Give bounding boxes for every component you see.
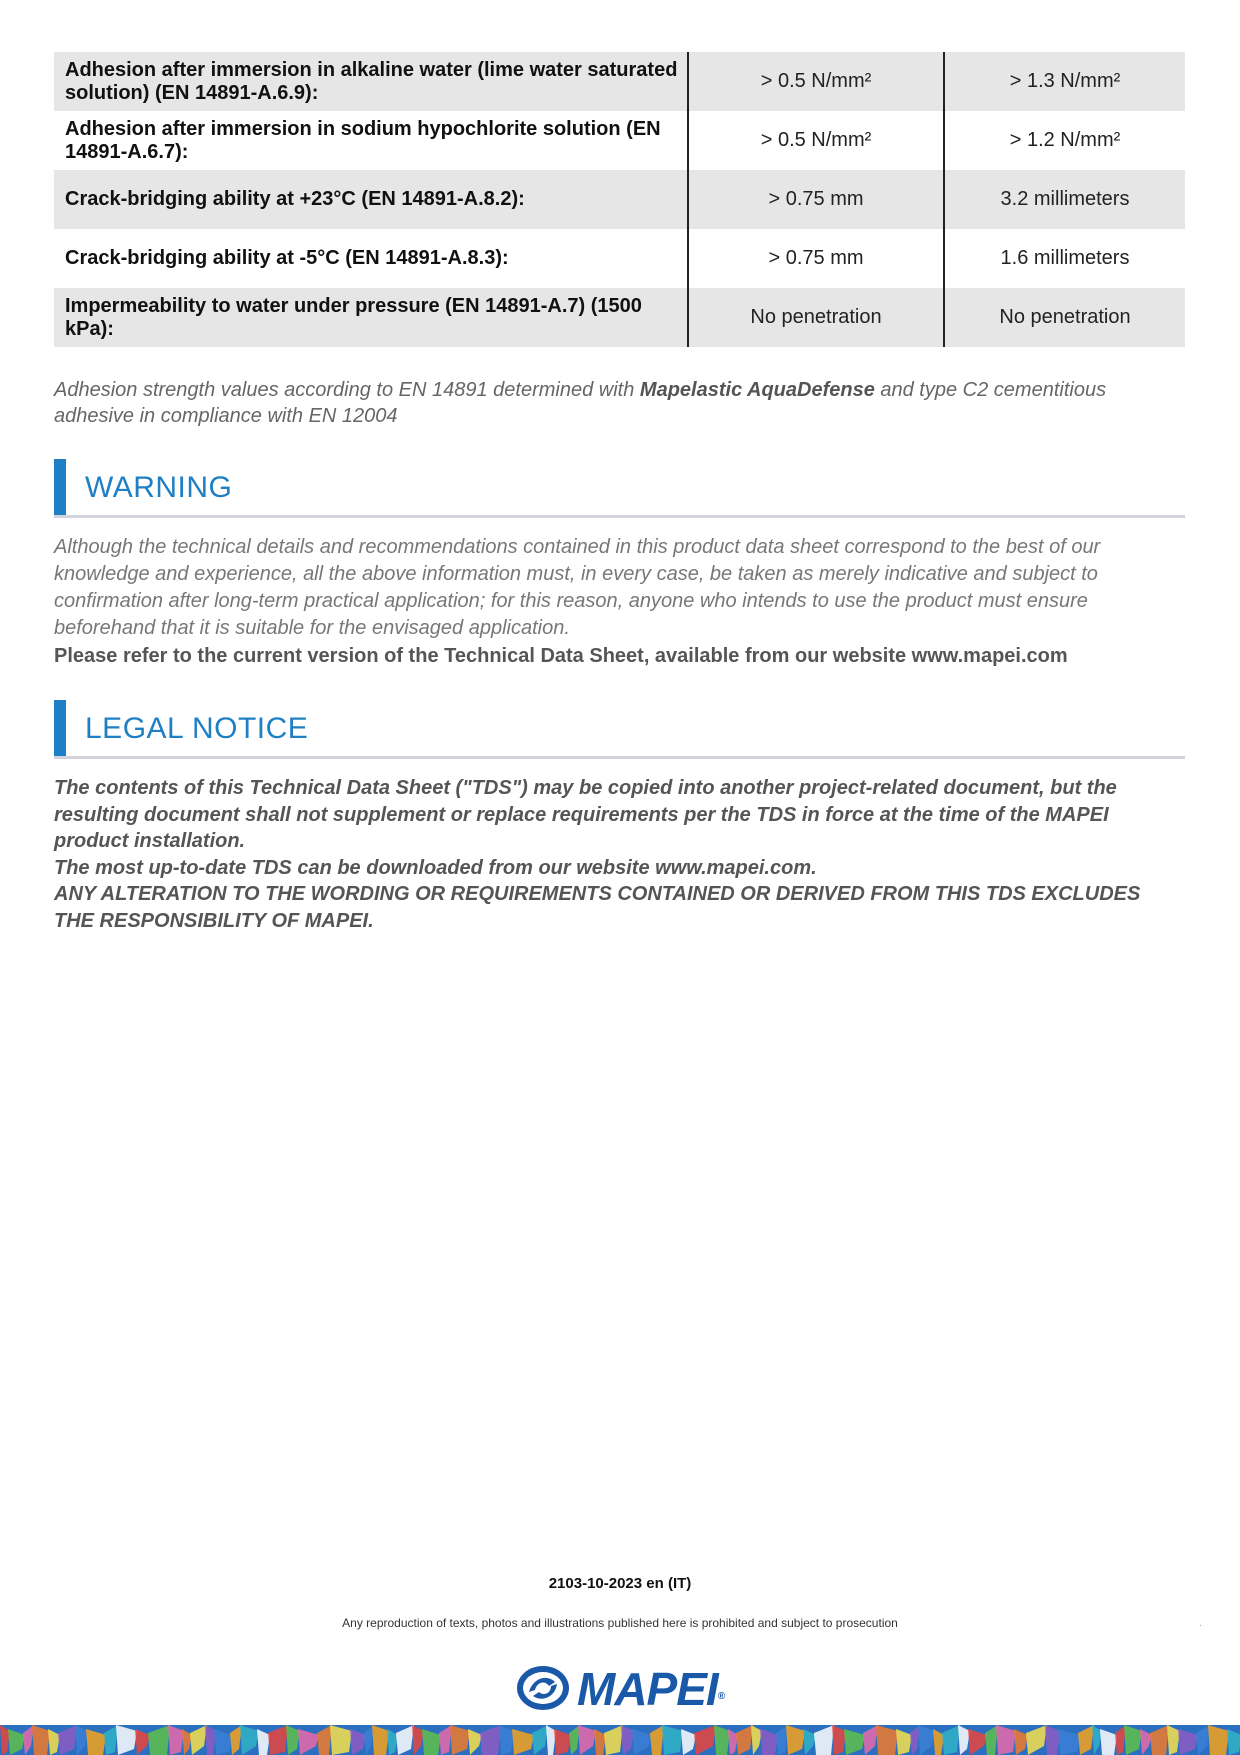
legal-paragraph: The contents of this Technical Data Sheet ("TDS") may be copied into another project-related document, but the resulting document shall not supplement or replace requirements per the TDS in force at the time of the MAPEI product installation. (54, 777, 1117, 852)
legal-paragraph: The most up-to-date TDS can be downloaded from our website www.mapei.com. (54, 856, 817, 879)
warning-heading (54, 459, 1185, 518)
reproduction-notice: Any reproduction of texts, photos and illustrations published here is prohibited and subject to prosecution (342, 1616, 898, 1630)
row-result: > 1.2 N/mm² (944, 111, 1185, 170)
table-row (54, 111, 1185, 170)
adhesion-note (54, 377, 1185, 429)
row-requirement: > 0.5 N/mm² (688, 111, 944, 170)
document-page (54, 52, 1185, 934)
heading-accent-bar (54, 459, 66, 515)
row-label: Crack-bridging ability at +23°C (EN 14891-A.8.2): (54, 170, 688, 229)
legal-notice-heading (54, 700, 1185, 759)
note-part1: Adhesion strength values according to EN 14891 determined with (54, 379, 640, 401)
note-part2: and type C2 cementitious adhesive in compliance with EN 12004 (54, 379, 1107, 427)
row-requirement: No penetration (688, 288, 944, 347)
note-product: Mapelastic AquaDefense (639, 379, 875, 401)
row-requirement: > 0.75 mm (688, 170, 944, 229)
warning-text: Although the technical details and recommendations contained in this product data sheet correspond to the best of our knowledge and experience, all the above information must, in every case, be taken as merely indicative and subject to confirmation after long-term practical application; for this reason, anyone who intends to use the product must ensure beforehand that it is suitable for the envisaged application. (54, 536, 1101, 639)
row-requirement: > 0.5 N/mm² (688, 52, 944, 111)
legal-notice-title: LEGAL NOTICE (85, 712, 309, 745)
row-result: No penetration (944, 288, 1185, 347)
table-row (54, 52, 1185, 111)
row-result: 3.2 millimeters (944, 170, 1185, 229)
row-result: > 1.3 N/mm² (944, 52, 1185, 111)
table-row (54, 288, 1185, 347)
warning-title: WARNING (85, 471, 233, 504)
heading-accent-bar (54, 700, 66, 756)
spec-table (54, 52, 1185, 347)
legal-notice-text (54, 775, 1185, 934)
table-row (54, 170, 1185, 229)
mapei-wordmark (577, 1662, 724, 1716)
document-code: 2103-10-2023 en (IT) (548, 1575, 692, 1592)
mapei-logo (515, 1662, 725, 1716)
legal-paragraph: ANY ALTERATION TO THE WORDING OR REQUIREMENTS CONTAINED OR DERIVED FROM THIS TDS EXCLUDES THE RESPONSIBILITY OF MAPEI. (54, 883, 1141, 932)
logo-text: MAPEI (577, 1663, 718, 1715)
row-requirement: > 0.75 mm (688, 229, 944, 288)
row-label: Adhesion after immersion in sodium hypochlorite solution (EN 14891-A.6.7): (65, 117, 661, 163)
registered-mark: ® (717, 1691, 725, 1702)
row-label: Impermeability to water under pressure (EN 14891-A.7) (1500 kPa): (54, 288, 688, 347)
row-label: Adhesion after immersion in alkaline water (lime water saturated solution) (EN 14891-A.6.9): (54, 52, 688, 111)
warning-website-note: Please refer to the current version of the Technical Data Sheet, available from our website www.mapei.com (54, 645, 1068, 667)
decorative-color-stripe (0, 1725, 1240, 1755)
footer-dot: . (1199, 1618, 1202, 1629)
table-row (54, 229, 1185, 288)
mapei-globe-icon (515, 1664, 571, 1712)
row-result: 1.6 millimeters (944, 229, 1185, 288)
row-label: Crack-bridging ability at -5°C (EN 14891-A.8.3): (65, 247, 509, 269)
